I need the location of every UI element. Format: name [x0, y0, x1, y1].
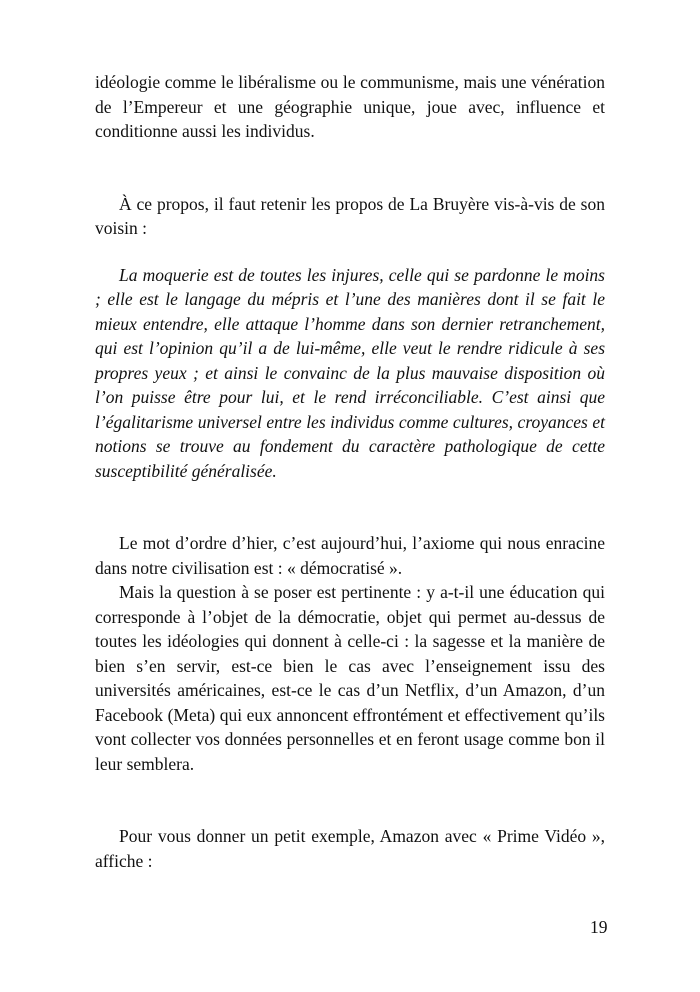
page-body [95, 70, 605, 873]
paragraph-5: Pour vous donner un petit exemple, Amazon avec « Prime Vidéo », affiche : [95, 826, 605, 871]
paragraph-3: Le mot d’ordre d’hier, c’est aujourd’hui, l’axiome qui nous enracine dans notre civilisation est : « démocratisé ». [95, 533, 605, 578]
paragraph-1: idéologie comme le libéralisme ou le communisme, mais une vénération de l’Empereur et une géographie unique, joue avec, influence et conditionne aussi les individus. [95, 72, 605, 141]
paragraph-2: À ce propos, il faut retenir les propos de La Bruyère vis-à-vis de son voisin : [95, 193, 605, 238]
la-bruyere-quote: La moquerie est de toutes les injures, celle qui se pardonne le moins ; elle est le langage du mépris et l’une des manières dont il se fait le mieux entendre, elle attaque l’homme dans son dernier retranchement, qui est l’opinion qu’il a de lui-même, elle veut le rendre ridicule à ses propres yeux ; et ainsi le convainc de la plus mauvaise disposition où l’on puisse être pour lui, et le rend irréconciliable. C’est ainsi que l’égalitarisme universel entre les individus comme cultures, croyances et notions se trouve au fondement du caractère pathologique de cette susceptibilité généralisée. [95, 264, 605, 481]
paragraph-4: Mais la question à se poser est pertinente : y a-t-il une éducation qui corresponde à l’objet de la démocratie, objet qui permet au-dessus de toutes les idéologies qui donnent à celle-ci : la sagesse et la manière de bien s’en servir, est-ce bien le cas avec l’enseignement issu des universités américaines, est-ce le cas d’un Netflix, d’un Amazon, d’un Facebook (Meta) qui eux annoncent effrontément et effectivement qu’ils vont collecter vos données personnelles et en feront usage comme bon il leur semblera. [95, 582, 605, 774]
page-number: 19 [590, 917, 608, 937]
